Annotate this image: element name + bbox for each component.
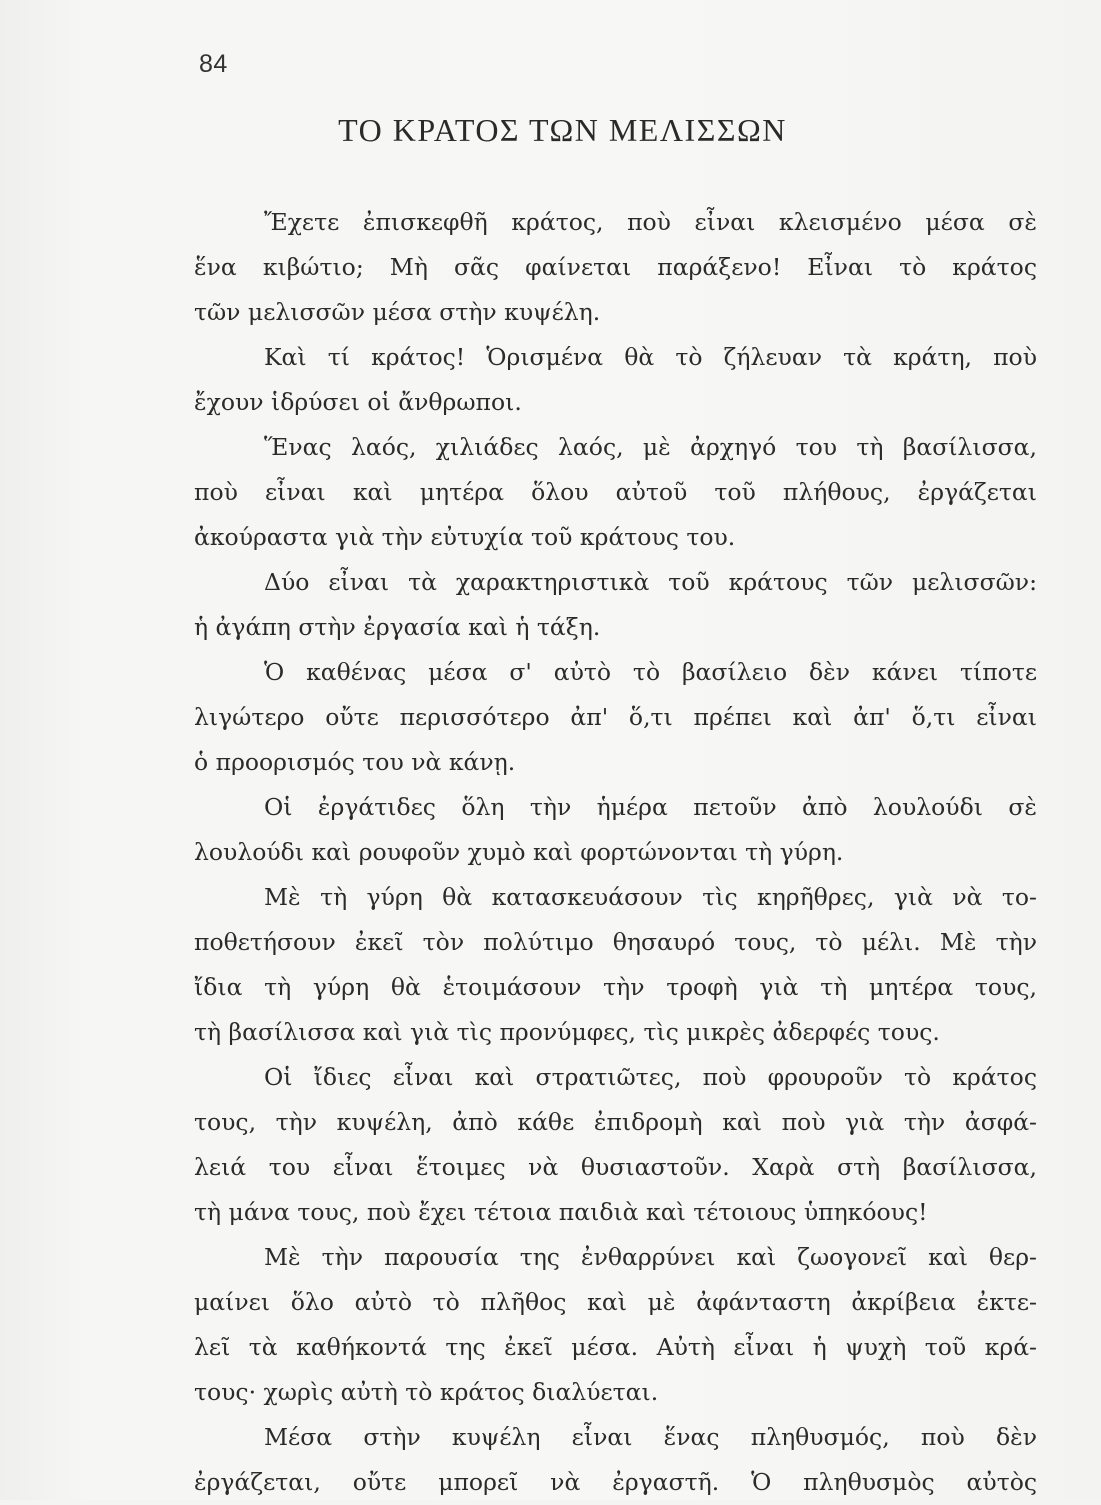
text-line: Καὶ τί κράτος! Ὁρισμένα θὰ τὸ ζήλευαν τὰ κράτη, ποὺ bbox=[264, 343, 1037, 371]
text-line: τους, τὴν κυψέλη, ἀπὸ κάθε ἐπιδρομὴ καὶ ποὺ γιὰ τὴν ἀσφά- bbox=[194, 1108, 1037, 1136]
chapter-title: ΤΟ ΚΡΑΤΟΣ ΤΩΝ ΜΕΛΙΣΣΩΝ bbox=[338, 112, 787, 148]
text-line: λεῖ τὰ καθήκοντά της ἐκεῖ μέσα. Αὐτὴ εἶναι ἡ ψυχὴ τοῦ κρά- bbox=[194, 1333, 1037, 1361]
text-line: Ἕνας λαός, χιλιάδες λαός, μὲ ἀρχηγό του τὴ βασίλισσα, bbox=[264, 433, 1037, 461]
text-line: ἴδια τὴ γύρη θὰ ἑτοιμάσουν τὴν τροφὴ γιὰ τὴ μητέρα τους, bbox=[194, 973, 1037, 1001]
text-line: λιγώτερο οὔτε περισσότερο ἀπ' ὅ,τι πρέπει καὶ ἀπ' ὅ,τι εἶναι bbox=[194, 703, 1037, 731]
page-number: 84 bbox=[199, 50, 228, 78]
text-line: Μέσα στὴν κυψέλη εἶναι ἕνας πληθυσμός, ποὺ δὲν bbox=[264, 1423, 1037, 1451]
text-line: Ἔχετε ἐπισκεφθῆ κράτος, ποὺ εἶναι κλεισμένο μέσα σὲ bbox=[264, 208, 1037, 236]
text-line: ἕνα κιβώτιο; Μὴ σᾶς φαίνεται παράξενο! Εἶναι τὸ κράτος bbox=[194, 253, 1037, 281]
text-line: Μὲ τὴν παρουσία της ἐνθαρρύνει καὶ ζωογονεῖ καὶ θερ- bbox=[264, 1243, 1037, 1271]
text-line: λειά του εἶναι ἕτοιμες νὰ θυσιαστοῦν. Χαρὰ στὴ βασίλισσα, bbox=[194, 1153, 1037, 1181]
text-line: ποὺ εἶναι καὶ μητέρα ὅλου αὐτοῦ τοῦ πλήθους, ἐργάζεται bbox=[194, 478, 1037, 506]
text-line: τὴ μάνα τους, ποὺ ἔχει τέτοια παιδιὰ καὶ τέτοιους ὑπηκόους! bbox=[194, 1198, 928, 1226]
text-line: Δύο εἶναι τὰ χαρακτηριστικὰ τοῦ κράτους τῶν μελισσῶν: bbox=[264, 568, 1037, 596]
text-line: τὴ βασίλισσα καὶ γιὰ τὶς προνύμφες, τὶς μικρὲς ἀδερφές τους. bbox=[194, 1018, 940, 1046]
text-line: ἀκούραστα γιὰ τὴν εὐτυχία τοῦ κράτους του. bbox=[194, 523, 736, 551]
text-line: μαίνει ὅλο αὐτὸ τὸ πλῆθος καὶ μὲ ἀφάνταστη ἀκρίβεια ἐκτε- bbox=[194, 1288, 1037, 1316]
text-line: ποθετήσουν ἐκεῖ τὸν πολύτιμο θησαυρό τους, τὸ μέλι. Μὲ τὴν bbox=[194, 928, 1037, 956]
text-line: ὁ προορισμός του νὰ κάνῃ. bbox=[194, 748, 516, 776]
body-text bbox=[194, 200, 1037, 1505]
text-line: ἐργάζεται, οὔτε μπορεῖ νὰ ἐργαστῆ. Ὁ πληθυσμὸς αὐτὸς bbox=[194, 1468, 1037, 1496]
text-line: Μὲ τὴ γύρη θὰ κατασκευάσουν τὶς κηρῆθρες, γιὰ νὰ το- bbox=[264, 883, 1037, 911]
text-line: Ὁ καθένας μέσα σ' αὐτὸ τὸ βασίλειο δὲν κάνει τίποτε bbox=[264, 658, 1037, 686]
text-line: Οἱ ἴδιες εἶναι καὶ στρατιῶτες, ποὺ φρουροῦν τὸ κράτος bbox=[264, 1063, 1037, 1091]
text-line: τους· χωρὶς αὐτὴ τὸ κράτος διαλύεται. bbox=[194, 1378, 659, 1406]
text-line: λουλούδι καὶ ρουφοῦν χυμὸ καὶ φορτώνονται τὴ γύρη. bbox=[194, 838, 844, 866]
text-line: τῶν μελισσῶν μέσα στὴν κυψέλη. bbox=[194, 298, 601, 326]
text-line: ἡ ἀγάπη στὴν ἐργασία καὶ ἡ τάξη. bbox=[194, 613, 601, 641]
text-line: Οἱ ἐργάτιδες ὅλη τὴν ἡμέρα πετοῦν ἀπὸ λουλούδι σὲ bbox=[264, 793, 1037, 821]
text-line: ἔχουν ἱδρύσει οἱ ἄνθρωποι. bbox=[194, 388, 522, 416]
